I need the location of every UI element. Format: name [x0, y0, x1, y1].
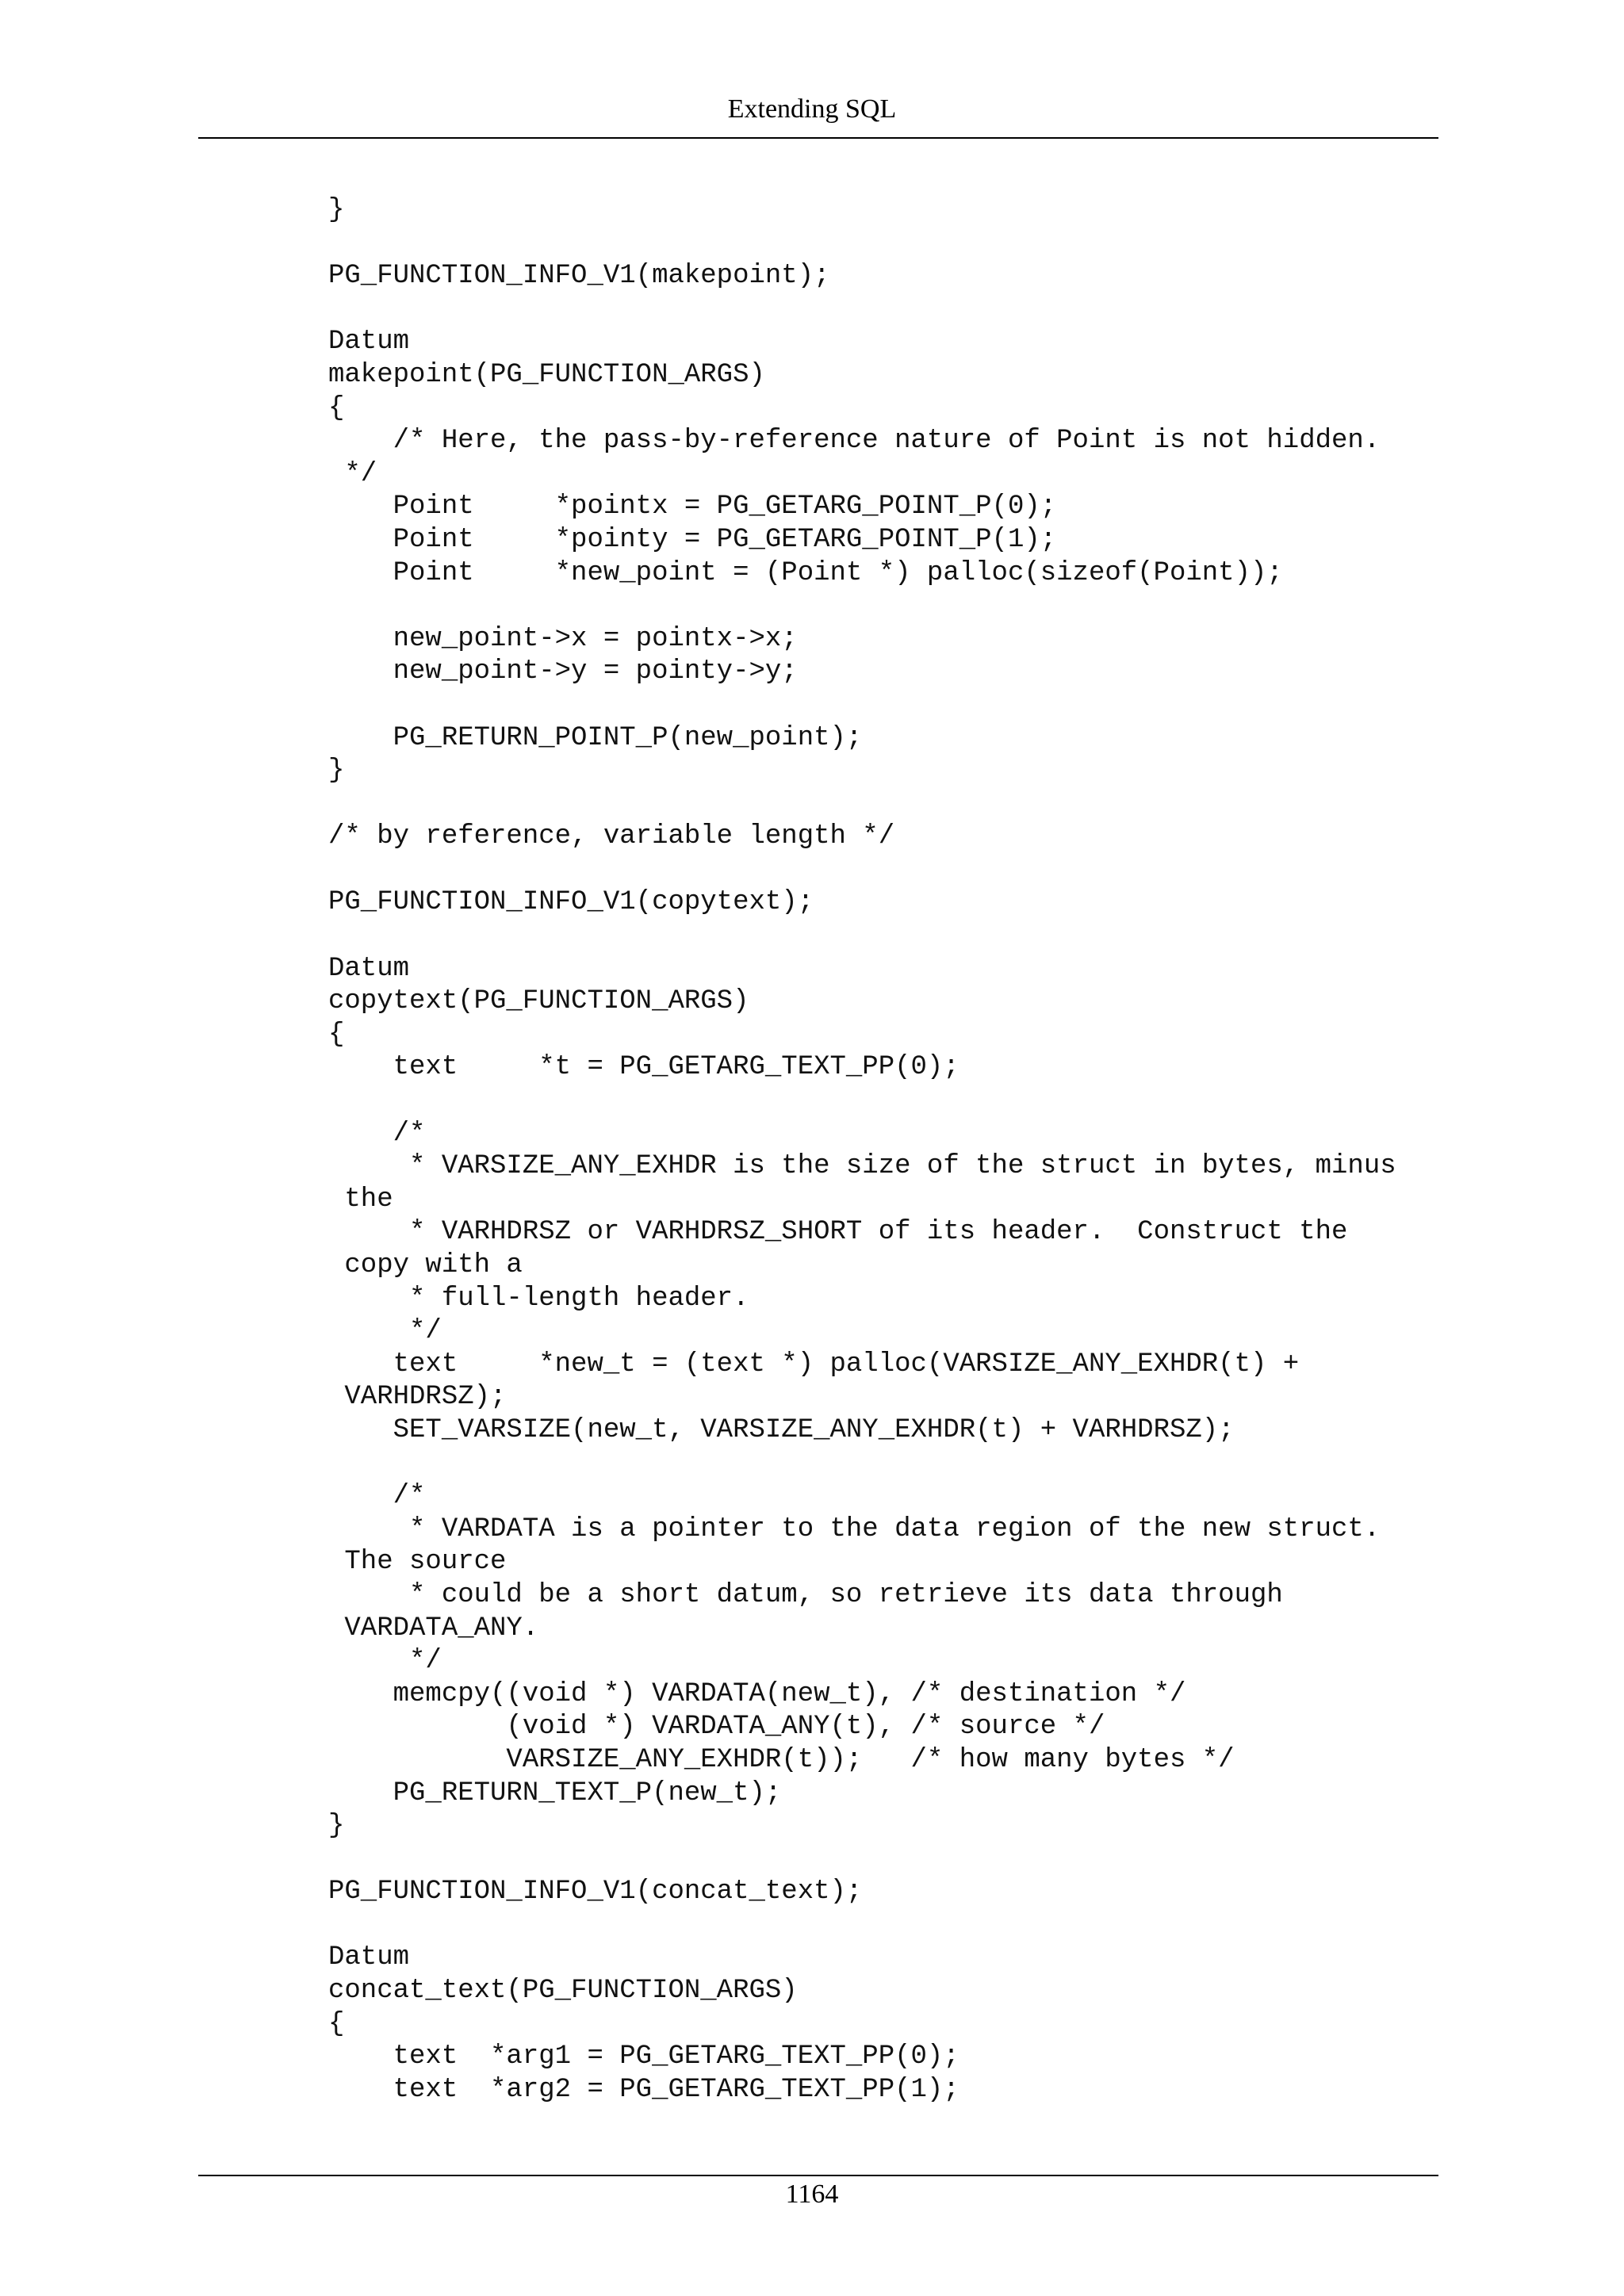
code-line: /* by reference, variable length */: [328, 821, 895, 852]
code-line: }: [328, 756, 345, 786]
code-line: VARSIZE_ANY_EXHDR(t)); /* how many bytes */: [328, 1744, 1235, 1775]
code-line: [328, 1843, 1396, 1877]
code-line: SET_VARSIZE(new_t, VARSIZE_ANY_EXHDR(t) + VARHDRSZ);: [328, 1414, 1235, 1445]
code-line: PG_FUNCTION_INFO_V1(concat_text);: [328, 1877, 863, 1908]
code-line: */: [328, 458, 377, 489]
code-line: [328, 293, 1396, 327]
code-line: copytext(PG_FUNCTION_ARGS): [328, 986, 749, 1017]
code-line: * could be a short datum, so retrieve its data through: [328, 1579, 1283, 1610]
code-line: text *t = PG_GETARG_TEXT_PP(0);: [328, 1052, 959, 1083]
code-line: Datum: [328, 1942, 410, 1973]
code-line: {: [328, 392, 345, 423]
code-line: [328, 920, 1396, 953]
code-line: * full-length header.: [328, 1283, 749, 1314]
code-line: /*: [328, 1118, 426, 1149]
code-line: {: [328, 1019, 345, 1050]
code-line: the: [328, 1184, 393, 1215]
code-line: makepoint(PG_FUNCTION_ARGS): [328, 359, 765, 390]
code-line: /* Here, the pass-by-reference nature of Point is not hidden.: [328, 426, 1381, 457]
code-line: }: [328, 1811, 345, 1842]
code-line: Point *pointy = PG_GETARG_POINT_P(1);: [328, 524, 1057, 555]
code-line: [328, 854, 1396, 887]
code-line: * VARHDRSZ or VARHDRSZ_SHORT of its header. Construct the: [328, 1217, 1348, 1248]
code-line: The source: [328, 1547, 507, 1578]
code-line: [328, 1085, 1396, 1118]
code-line: memcpy((void *) VARDATA(new_t), /* destination */: [328, 1678, 1186, 1709]
running-header-title: Extending SQL: [727, 94, 897, 124]
code-line: new_point->x = pointx->x;: [328, 623, 798, 654]
code-line: [328, 1909, 1396, 1942]
code-line: [328, 689, 1396, 722]
code-line: text *new_t = (text *) palloc(VARSIZE_ANY_EXHDR(t) +: [328, 1349, 1300, 1380]
code-line: new_point->y = pointy->y;: [328, 656, 798, 687]
code-line: {: [328, 2008, 345, 2039]
code-line: [328, 1448, 1396, 1481]
code-line: copy with a: [328, 1250, 523, 1280]
code-line: */: [328, 1646, 442, 1677]
code-line: VARHDRSZ);: [328, 1382, 507, 1413]
code-line: (void *) VARDATA_ANY(t), /* source */: [328, 1712, 1105, 1743]
code-line: [328, 590, 1396, 623]
code-line: Datum: [328, 327, 410, 358]
code-line: [328, 228, 1396, 261]
code-line: PG_FUNCTION_INFO_V1(copytext);: [328, 887, 814, 918]
code-line: text *arg1 = PG_GETARG_TEXT_PP(0);: [328, 2042, 959, 2072]
code-line: PG_RETURN_POINT_P(new_point);: [328, 722, 863, 753]
code-line: Point *new_point = (Point *) palloc(sizeof(Point));: [328, 557, 1283, 588]
code-line: * VARDATA is a pointer to the data region of the new struct.: [328, 1513, 1381, 1544]
code-line: concat_text(PG_FUNCTION_ARGS): [328, 1976, 798, 2007]
header-rule: [198, 137, 1438, 139]
code-line: VARDATA_ANY.: [328, 1613, 539, 1644]
page-number: 1164: [785, 2179, 839, 2209]
code-line: * VARSIZE_ANY_EXHDR is the size of the struct in bytes, minus: [328, 1151, 1396, 1182]
code-line: }: [328, 195, 345, 225]
footer-rule: [198, 2175, 1438, 2176]
code-line: PG_RETURN_TEXT_P(new_t);: [328, 1777, 782, 1808]
code-line: [328, 788, 1396, 821]
code-line: text *arg2 = PG_GETARG_TEXT_PP(1);: [328, 2074, 959, 2105]
code-line: /*: [328, 1481, 426, 1512]
code-line: PG_FUNCTION_INFO_V1(makepoint);: [328, 261, 830, 292]
code-line: Point *pointx = PG_GETARG_POINT_P(0);: [328, 492, 1057, 522]
code-line: Datum: [328, 953, 410, 984]
code-line: */: [328, 1316, 442, 1347]
code-listing: [328, 194, 1396, 2107]
